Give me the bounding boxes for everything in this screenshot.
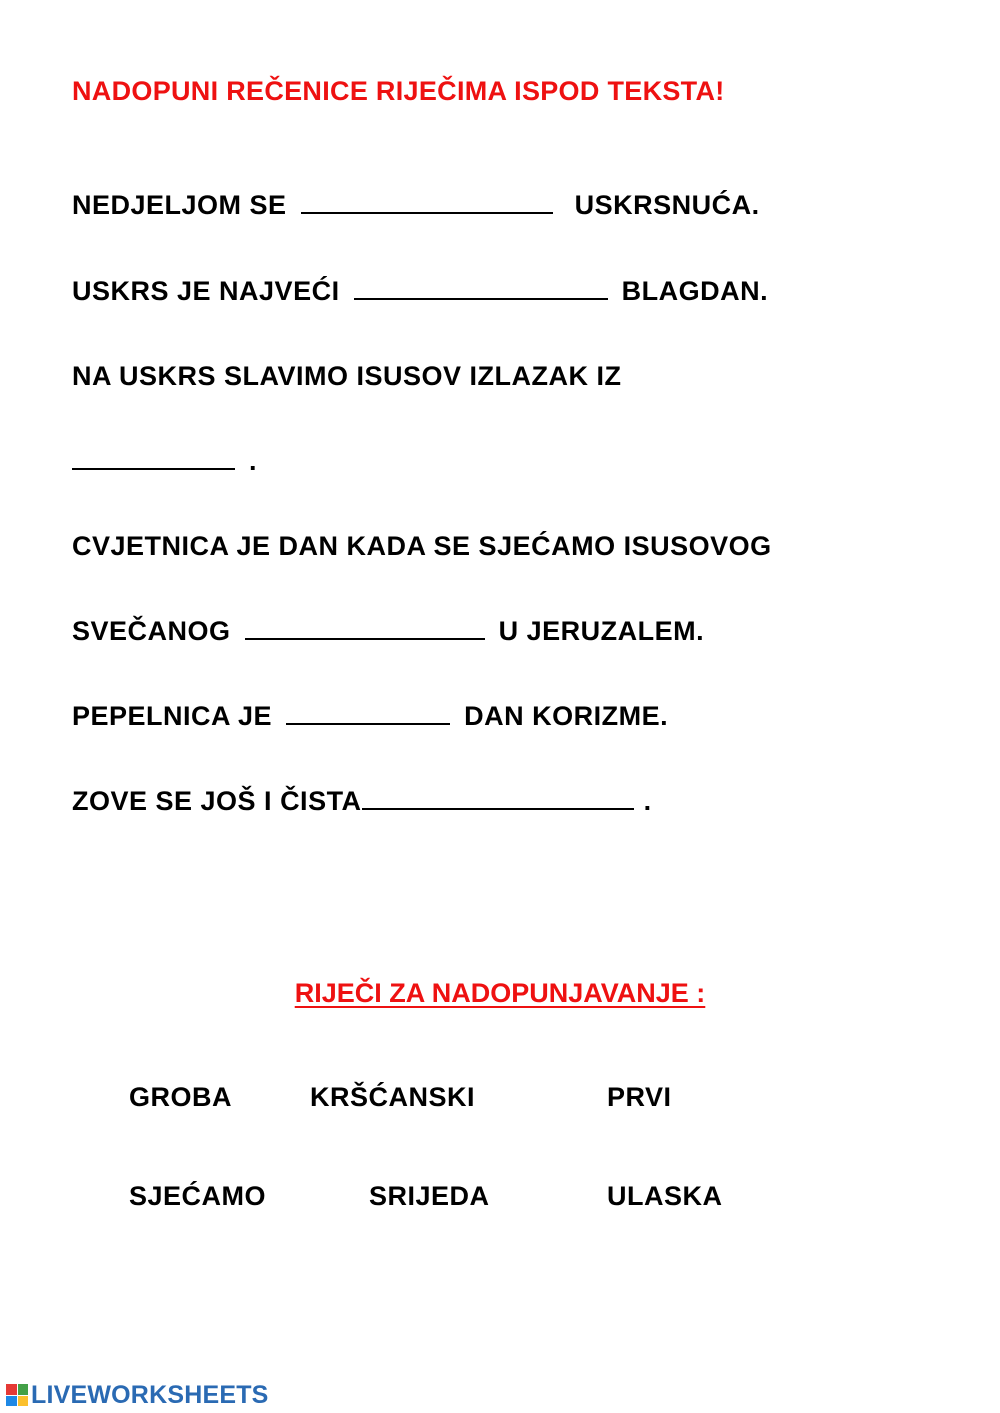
sentence-4-continued [72,616,704,647]
answer-blank-1[interactable] [301,190,553,214]
sentence-4: CVJETNICA JE DAN KADA SE SJEĆAMO ISUSOVOG [72,531,772,561]
word-bank-heading-text: RIJEČI ZA NADOPUNJAVANJE : [294,978,706,1008]
sentence-5-end: DAN KORIZME. [464,701,669,731]
sentence-4-end: U JERUZALEM. [498,616,705,646]
word-bank-heading [0,978,1000,1009]
answer-blank-3[interactable] [72,446,235,470]
word-option[interactable]: GROBA [129,1082,232,1112]
logo-block-icon [6,1384,17,1395]
sentence-2-text: USKRS JE NAJVEĆI [72,276,340,306]
sentence-1-text: NEDJELJOM SE [72,190,287,220]
word-option[interactable]: KRŠĆANSKI [310,1082,476,1112]
sentence-2-end: BLAGDAN. [621,276,769,306]
sentence-1-end: USKRSNUĆA. [574,190,760,220]
logo-block-icon [6,1396,17,1407]
word-option[interactable]: ULASKA [607,1181,723,1211]
sentence-3-continued [72,446,257,477]
word-option[interactable]: SRIJEDA [369,1181,490,1211]
answer-blank-4[interactable] [245,616,485,640]
sentence-6-text: ZOVE SE JOŠ I ČISTA [72,786,362,816]
answer-blank-6[interactable] [362,786,634,810]
answer-blank-5[interactable] [286,701,450,725]
sentence-5-text: PEPELNICA JE [72,701,273,731]
worksheet-title: NADOPUNI REČENICE RIJEČIMA ISPOD TEKSTA! [72,76,725,106]
liveworksheets-logo [6,1380,269,1410]
sentence-6 [72,786,652,817]
word-option[interactable]: PRVI [607,1082,672,1112]
sentence-3: NA USKRS SLAVIMO ISUSOV IZLAZAK IZ [72,361,622,391]
answer-blank-2[interactable] [354,276,608,300]
word-option[interactable]: SJEĆAMO [129,1181,267,1211]
liveworksheets-logo-text: LIVEWORKSHEETS [31,1380,269,1409]
sentence-4-text: SVEČANOG [72,616,231,646]
sentence-6-end: . [643,786,652,816]
sentence-2 [72,276,768,307]
sentence-1 [72,190,760,221]
sentence-3-end: . [249,446,258,476]
logo-block-icon [18,1396,29,1407]
liveworksheets-logo-icon [6,1384,28,1406]
logo-block-icon [18,1384,29,1395]
sentence-5 [72,701,668,732]
